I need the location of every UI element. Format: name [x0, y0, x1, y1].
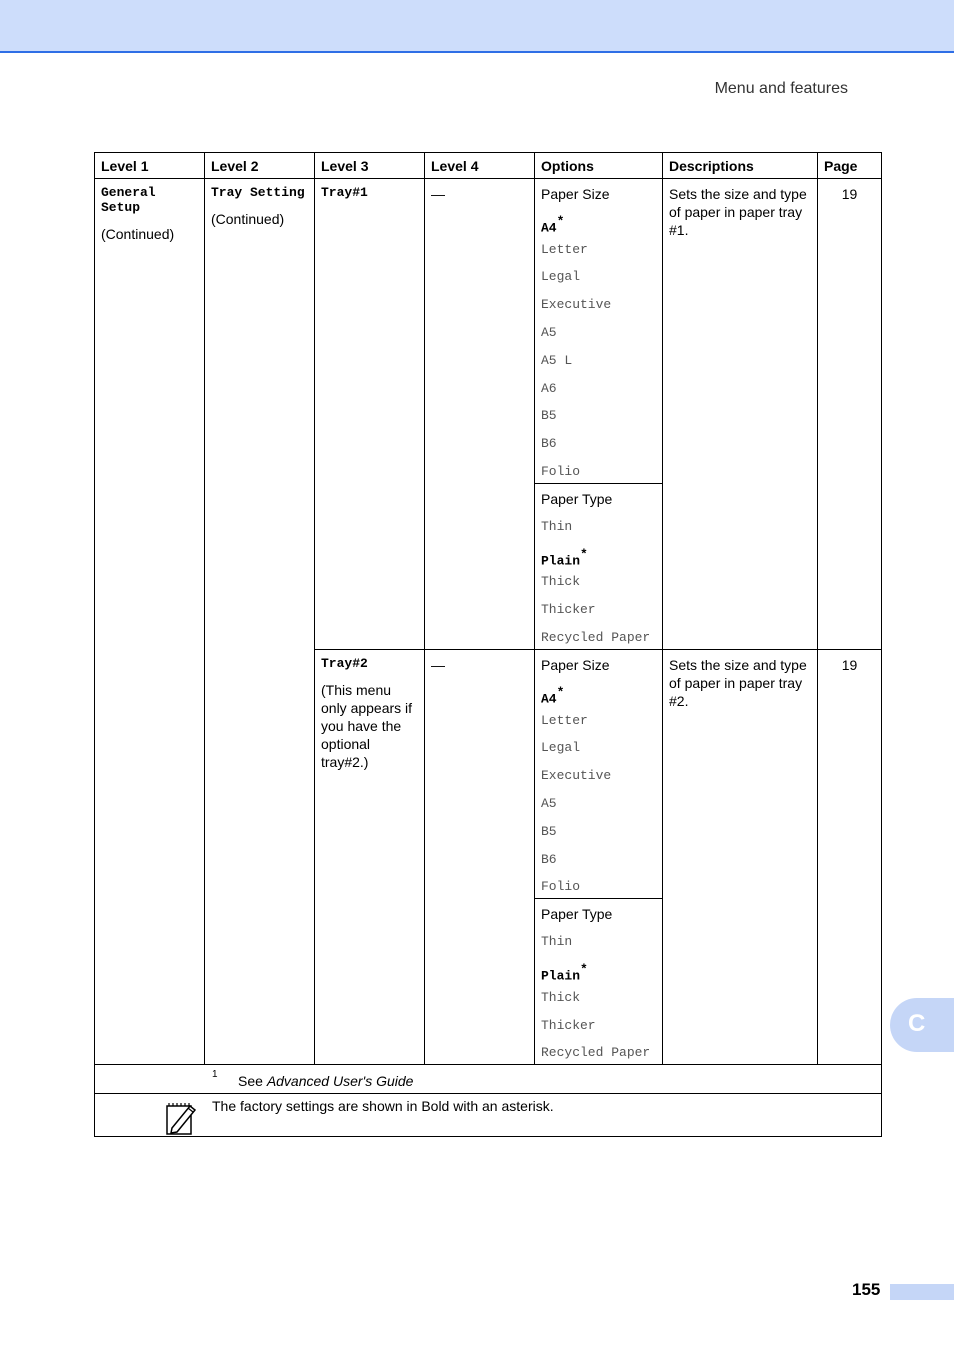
chapter-tab	[890, 998, 954, 1052]
page-number: 155	[852, 1280, 881, 1299]
option-value: A6	[541, 380, 557, 396]
footnote-number: 1	[212, 1069, 218, 1081]
level1-note: (Continued)	[101, 226, 175, 242]
option-value: A5	[541, 795, 557, 811]
table-header-row	[95, 153, 882, 179]
option-title: Paper Type	[541, 490, 613, 507]
option-default: Plain*	[541, 961, 588, 984]
option-value: Thin	[541, 934, 573, 950]
note-pencil-icon	[163, 1100, 199, 1141]
options-list	[541, 490, 656, 649]
option-default: Plain*	[541, 546, 588, 568]
option-value: Recycled Paper	[541, 1045, 651, 1061]
table-row	[95, 179, 882, 484]
option-default: A4*	[541, 213, 565, 236]
level4-cell	[425, 649, 535, 1064]
level3-name: Tray#1	[321, 185, 368, 200]
page-number-bar	[890, 1284, 954, 1300]
option-value: Executive	[541, 768, 612, 784]
column-header: Level 2	[205, 153, 315, 179]
options-list	[541, 905, 656, 1064]
option-value: Executive	[541, 297, 612, 313]
option-value: Letter	[541, 712, 588, 728]
options-cell-paper-size	[535, 649, 663, 898]
header-bar	[0, 0, 954, 53]
option-title: Paper Size	[541, 656, 610, 673]
option-value: Thick	[541, 989, 581, 1005]
option-value: A5	[541, 324, 557, 340]
level4-cell	[425, 179, 535, 650]
column-header: Page	[818, 153, 882, 179]
chapter-tab-letter: C	[908, 1010, 926, 1037]
options-list	[541, 185, 656, 483]
option-value: Thicker	[541, 602, 596, 618]
option-value: B6	[541, 851, 557, 867]
option-value: B5	[541, 408, 557, 424]
level4-value: —	[431, 186, 445, 202]
menu-table	[94, 152, 882, 1137]
footnote-row	[95, 1065, 882, 1094]
level3-cell	[315, 649, 425, 1064]
option-title: Paper Type	[541, 906, 613, 923]
level2-cell	[205, 179, 315, 1065]
option-title: Paper Size	[541, 186, 610, 202]
column-header: Level 3	[315, 153, 425, 179]
column-header: Descriptions	[663, 153, 818, 179]
level4-value: —	[431, 656, 445, 673]
description-cell: Sets the size and type of paper in paper tray #2.	[663, 649, 818, 1064]
footnote-text: See Advanced User's Guide	[238, 1073, 414, 1090]
option-default: A4*	[541, 684, 565, 707]
note-text: The factory settings are shown in Bold with an asterisk.	[212, 1098, 554, 1115]
option-value: Legal	[541, 269, 581, 285]
option-value: Legal	[541, 740, 581, 756]
option-value: B6	[541, 436, 557, 452]
page-header-title: Menu and features	[714, 80, 848, 97]
level2-note: (Continued)	[211, 211, 285, 227]
column-header: Level 4	[425, 153, 535, 179]
options-cell-paper-type	[535, 899, 663, 1065]
option-value: A5 L	[541, 352, 573, 368]
option-value: Thick	[541, 574, 581, 590]
description-cell: Sets the size and type of paper in paper tray #1.	[663, 179, 818, 650]
option-value: Thin	[541, 518, 573, 534]
option-value: Folio	[541, 879, 581, 895]
level3-cell	[315, 179, 425, 650]
column-header: Options	[535, 153, 663, 179]
option-value: Recycled Paper	[541, 629, 651, 645]
options-cell-paper-type	[535, 483, 663, 649]
option-value: B5	[541, 823, 557, 839]
options-cell-paper-size	[535, 179, 663, 484]
level3-note: (This menu only appears if you have the optional tray#2.)	[321, 681, 413, 770]
option-value: Thicker	[541, 1017, 596, 1033]
footnote-guide-title: Advanced User's Guide	[266, 1073, 414, 1090]
level2-name: Tray Setting	[211, 185, 305, 200]
level1-cell	[95, 179, 205, 1065]
level1-name: General Setup	[101, 185, 156, 215]
options-list	[541, 656, 656, 898]
page-cell: 19	[818, 179, 882, 650]
page-cell: 19	[818, 649, 882, 1064]
level3-name: Tray#2	[321, 655, 368, 671]
option-value: Folio	[541, 463, 581, 479]
column-header: Level 1	[95, 153, 205, 179]
option-value: Letter	[541, 241, 588, 257]
note-row	[95, 1094, 882, 1137]
